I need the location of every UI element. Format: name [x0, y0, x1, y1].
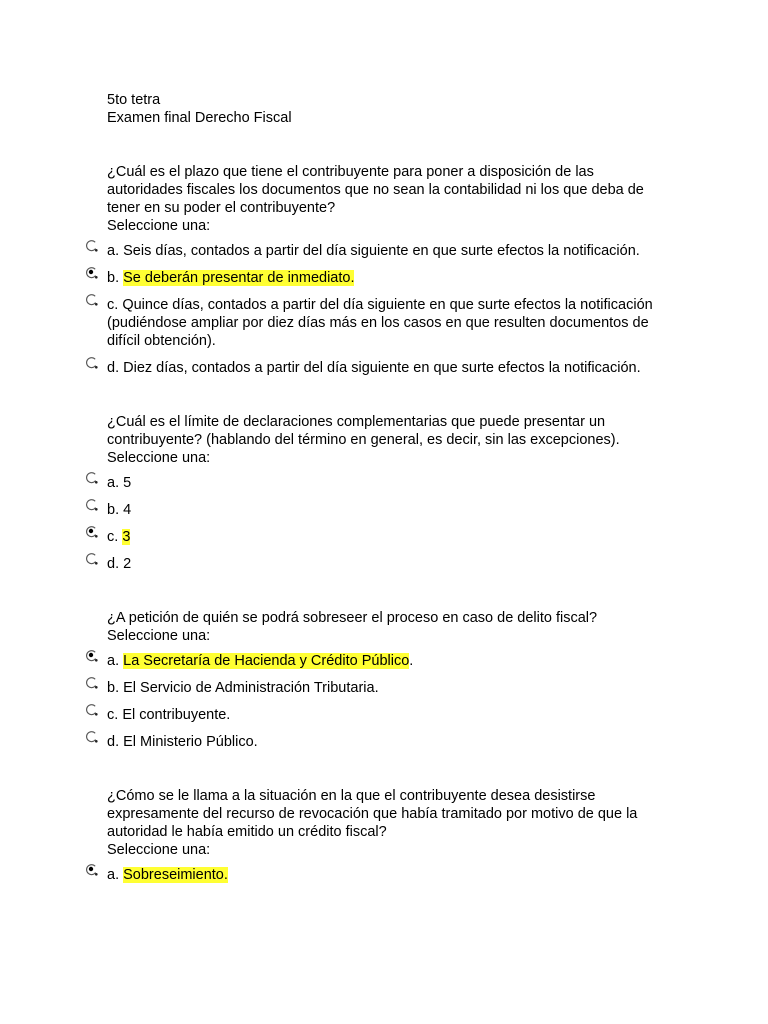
select-prompt: Seleccione una:: [107, 218, 211, 234]
document-body: [107, 91, 667, 920]
option-letter: a.: [107, 867, 124, 883]
answer-option: [107, 242, 667, 260]
answer-option: [107, 733, 667, 751]
radio-selected-icon: [85, 863, 99, 877]
option-text: Se deberán presentar de inmediato.: [123, 270, 355, 286]
option-letter: a.: [107, 243, 124, 259]
answer-option: [107, 555, 667, 573]
radio-selected-icon[interactable]: [85, 649, 99, 663]
radio-icon[interactable]: [85, 293, 99, 307]
select-prompt: Seleccione una:: [107, 842, 211, 858]
option-letter: d.: [107, 360, 124, 376]
exam-title: Examen final Derecho Fiscal: [107, 110, 292, 126]
radio-selected-icon: [85, 266, 99, 280]
option-text: 3: [122, 529, 131, 545]
radio-icon: [85, 676, 99, 690]
option-letter: c.: [107, 529, 123, 545]
option-letter: d.: [107, 734, 124, 750]
question-text: ¿Cómo se le llama a la situación en la que el contribuyente desea desistirse expresamente del recurso de revocación que había tramitado por motivo de que la autoridad le había emitido un crédito fiscal?: [107, 788, 638, 840]
question-text: ¿Cuál es el límite de declaraciones complementarias que puede presentar un contribuyente? (hablando del término en general, es decir, sin las excepciones).: [107, 414, 620, 448]
radio-icon: [85, 703, 99, 717]
option-text: Seis días, contados a partir del día siguiente en que surte efectos la notificación.: [123, 243, 640, 259]
question-block: [107, 787, 667, 884]
option-letter: d.: [107, 556, 124, 572]
question-block: [107, 609, 667, 751]
answer-options: [107, 652, 667, 751]
answer-option: [107, 706, 667, 724]
answer-option: [107, 474, 667, 492]
radio-icon: [85, 356, 99, 370]
option-text: Sobreseimiento.: [123, 867, 228, 883]
radio-icon[interactable]: [85, 676, 99, 690]
answer-options: [107, 474, 667, 573]
question-block: [107, 413, 667, 573]
option-text: La Secretaría de Hacienda y Crédito Público: [123, 653, 410, 669]
option-letter: b.: [107, 680, 124, 696]
option-suffix: .: [409, 653, 414, 669]
radio-icon: [85, 552, 99, 566]
option-letter: b.: [107, 502, 124, 518]
radio-icon: [85, 239, 99, 253]
answer-option-selected: [107, 652, 667, 670]
option-text: Diez días, contados a partir del día siguiente en que surte efectos la notificación.: [123, 360, 641, 376]
radio-selected-icon[interactable]: [85, 266, 99, 280]
radio-icon[interactable]: [85, 703, 99, 717]
radio-icon: [85, 498, 99, 512]
option-letter: b.: [107, 270, 124, 286]
option-text: 5: [123, 475, 132, 491]
option-text: El contribuyente.: [122, 707, 231, 723]
option-text: El Ministerio Público.: [123, 734, 258, 750]
answer-option-selected: [107, 269, 667, 287]
question-block: [107, 163, 667, 377]
radio-selected-icon[interactable]: [85, 863, 99, 877]
question-list: [107, 163, 667, 884]
radio-icon: [85, 730, 99, 744]
question-text: ¿A petición de quién se podrá sobreseer el proceso en caso de delito fiscal?: [107, 610, 598, 626]
answer-option-selected: [107, 528, 667, 546]
option-letter: c.: [107, 707, 123, 723]
option-letter: a.: [107, 653, 124, 669]
radio-icon[interactable]: [85, 730, 99, 744]
answer-option: [107, 296, 667, 350]
answer-option-selected: [107, 866, 667, 884]
radio-icon[interactable]: [85, 498, 99, 512]
radio-icon[interactable]: [85, 471, 99, 485]
option-text: 4: [123, 502, 132, 518]
answer-options: [107, 866, 667, 884]
radio-selected-icon: [85, 649, 99, 663]
answer-option: [107, 359, 667, 377]
course-label: 5to tetra: [107, 92, 161, 108]
answer-option: [107, 501, 667, 519]
radio-icon[interactable]: [85, 356, 99, 370]
select-prompt: Seleccione una:: [107, 628, 211, 644]
radio-icon[interactable]: [85, 552, 99, 566]
radio-selected-icon: [85, 525, 99, 539]
option-letter: a.: [107, 475, 124, 491]
radio-selected-icon[interactable]: [85, 525, 99, 539]
option-text: El Servicio de Administración Tributaria.: [123, 680, 379, 696]
option-letter: c.: [107, 297, 123, 313]
option-text: 2: [123, 556, 132, 572]
document-header: [107, 91, 667, 127]
option-text: Quince días, contados a partir del día siguiente en que surte efectos la notificación (pudiéndose ampliar por diez días más en los casos en que resulten documentos de difícil obtención).: [107, 297, 653, 349]
select-prompt: Seleccione una:: [107, 450, 211, 466]
answer-option: [107, 679, 667, 697]
radio-icon: [85, 293, 99, 307]
answer-options: [107, 242, 667, 377]
radio-icon[interactable]: [85, 239, 99, 253]
question-text: ¿Cuál es el plazo que tiene el contribuyente para poner a disposición de las autoridades fiscales los documentos que no sean la contabilidad ni los que deba de tener en su poder el contribuyente?: [107, 164, 644, 216]
radio-icon: [85, 471, 99, 485]
